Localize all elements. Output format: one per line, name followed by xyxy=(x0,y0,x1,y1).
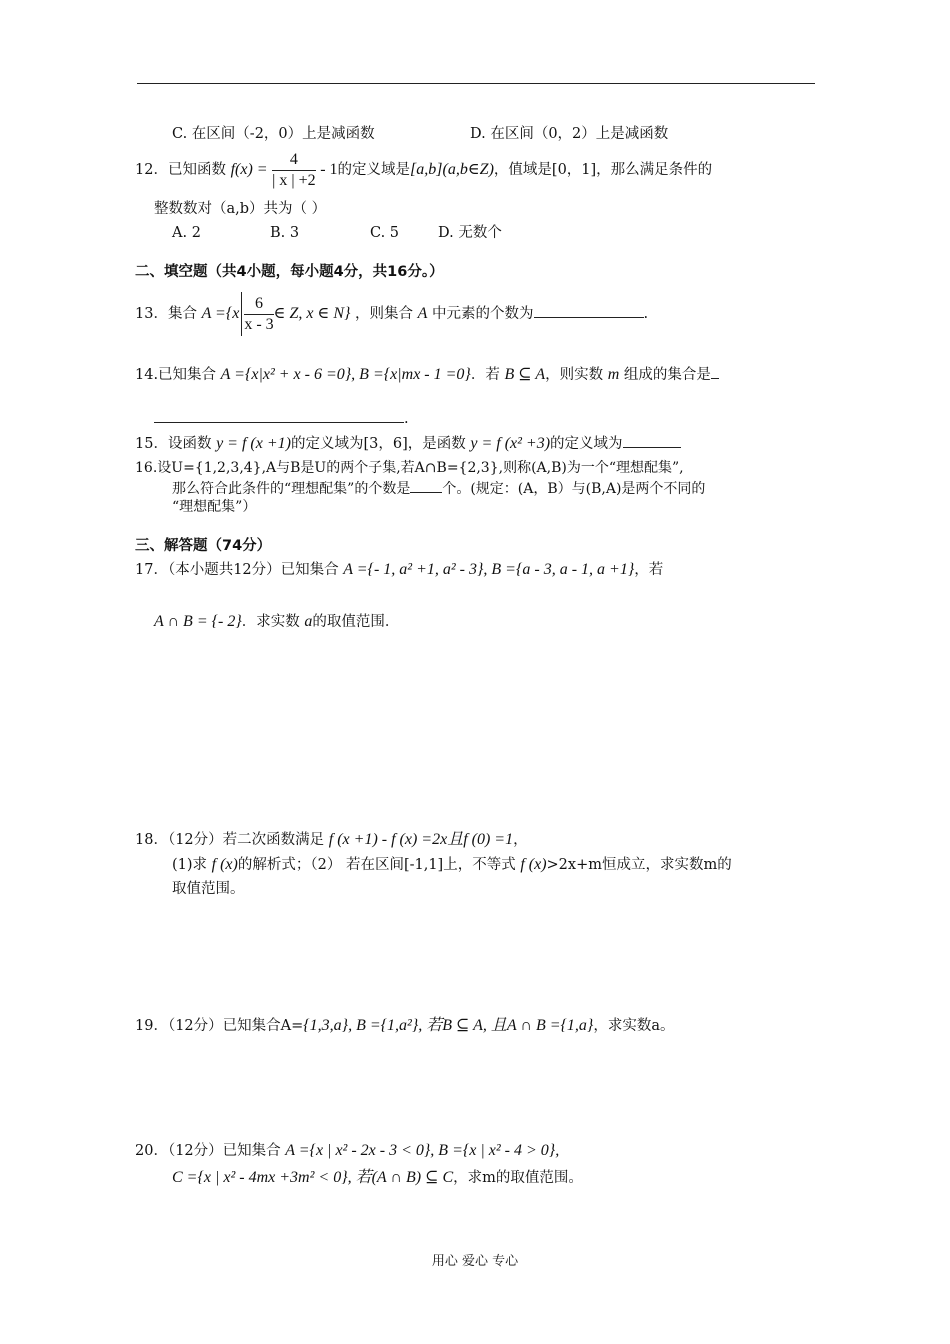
q13-set-start: A ={x xyxy=(201,305,240,322)
q13-mid: ，则集合 xyxy=(355,306,414,322)
q15-function1: y = f (x +1) xyxy=(216,435,291,452)
q17-line2-end: 的取值范围． xyxy=(312,614,400,630)
q12-line2: 整数数对（a,b）共为（ ） xyxy=(154,201,327,217)
q20-tail: ，求m的取值范围。 xyxy=(453,1170,583,1186)
q12-frac-den: | x | +2 xyxy=(272,171,316,189)
page-footer: 用心 爱心 专心 xyxy=(431,1254,519,1269)
q14-lead: 14.已知集合 xyxy=(135,367,217,383)
q13-end: . xyxy=(643,306,649,322)
q13-bar xyxy=(241,292,242,336)
q18-condition: f (x +1) - f (x) =2x且f (0) =1 xyxy=(328,831,514,848)
q18-part3: >2x+m恒成立，求实数m的 xyxy=(546,857,732,873)
q12-option-c: C. 5 xyxy=(370,225,400,241)
q13-frac-den: x - 3 xyxy=(244,315,274,333)
q18-fx-2: f (x) xyxy=(520,856,547,873)
q13-answer-blank[interactable] xyxy=(534,303,644,318)
q13-set-end: ∈ Z, x ∈ N} xyxy=(273,305,351,322)
q12-rest: ，值域是[0，1]，那么满足条件的 xyxy=(493,162,713,178)
q20-line2 xyxy=(172,1168,583,1188)
q15-lead: 15．设函数 xyxy=(135,436,212,452)
q17-sets: A ={- 1, a² +1, a² - 3}, B ={a - 3, a - 1, a +1} xyxy=(343,561,635,578)
q14-end: . xyxy=(404,411,409,427)
q14-answer-blank[interactable] xyxy=(154,408,404,423)
q12-domain-math: [a,b](a,b∈Z) xyxy=(410,161,494,178)
q12-option-d: D. 无数个 xyxy=(438,225,502,241)
q14-m: m xyxy=(607,366,620,383)
q16-line1: 16.设U={1,2,3,4},A与B是U的两个子集,若A∩B={2,3},则称(A,B)为一个“理想配集”, xyxy=(135,460,684,476)
q12-function: f(x) = xyxy=(230,161,268,178)
q15-tail: 的定义域为 xyxy=(550,436,623,452)
q18-lead: 18．（12分）若二次函数满足 xyxy=(135,832,325,848)
q12-frac-num: 4 xyxy=(272,150,315,171)
q19-sets: {1,3,a}, B ={1,a²}, 若B ⊆ A, 且A ∩ B ={1,a} xyxy=(303,1017,594,1034)
q16-line3: “理想配集”） xyxy=(172,499,257,515)
question-17 xyxy=(135,560,663,580)
q14-sets: A ={x|x² + x - 6 =0}, B ={x|mx - 1 =0} xyxy=(220,366,471,383)
q17-a: a xyxy=(304,613,313,630)
q12-minus1: - 1 xyxy=(320,161,338,178)
q20-set-c: C ={x | x² - 4mx +3m² < 0}, 若(A ∩ B) ⊆ C xyxy=(172,1169,454,1186)
question-19 xyxy=(135,1016,674,1036)
q19-lead: 19．（12分）已知集合A= xyxy=(135,1018,304,1034)
q13-A: A xyxy=(417,305,428,322)
q16-line2b: 个。(规定：(A，B）与(B,A)是两个不同的 xyxy=(442,481,706,497)
q18-fx: f (x) xyxy=(211,856,238,873)
q15-mid: 的定义域为[3，6]，是函数 xyxy=(290,436,466,452)
q18-end: ， xyxy=(513,832,528,848)
q18-line2 xyxy=(172,855,732,875)
q14-mid: ．若 xyxy=(470,367,500,383)
q20-lead: 20．（12分）已知集合 xyxy=(135,1143,281,1159)
q13-lead: 13．集合 xyxy=(135,306,197,322)
q15-answer-blank[interactable] xyxy=(623,433,681,448)
question-15 xyxy=(135,433,681,454)
q17-line2 xyxy=(154,612,399,632)
question-14 xyxy=(135,364,719,385)
q11-option-d: D. 在区间（0，2）上是减函数 xyxy=(470,126,669,142)
q14-line2 xyxy=(154,408,409,429)
question-13 xyxy=(135,292,648,336)
q17-line2-text: ．求实数 xyxy=(241,614,300,630)
q12-domain-text: 的定义域是 xyxy=(337,162,411,178)
q14-tail1: ，则实数 xyxy=(545,367,604,383)
question-12 xyxy=(135,148,712,192)
q19-tail: ，求实数a。 xyxy=(593,1018,675,1034)
section-3-heading: 三、解答题（74分） xyxy=(135,538,272,554)
q18-part1: (1)求 xyxy=(172,857,208,873)
section-2-heading: 二、填空题（共4小题，每小题4分，共16分。） xyxy=(135,264,444,280)
q17-lead: 17．（本小题共12分）已知集合 xyxy=(135,562,339,578)
q14-subset: B ⊆ A xyxy=(504,366,546,383)
q17-intersection: A ∩ B = {- 2} xyxy=(154,613,242,630)
q13-fraction xyxy=(244,294,273,335)
q17-tail: ，若 xyxy=(634,562,664,578)
q13-frac-num: 6 xyxy=(244,294,273,315)
q12-fraction xyxy=(272,150,315,191)
q14-blank-start xyxy=(711,364,719,379)
q12-option-a: A. 2 xyxy=(172,225,201,241)
question-18 xyxy=(135,830,528,850)
q11-option-c: C. 在区间（-2，0）上是减函数 xyxy=(172,126,375,142)
q14-tail2: 组成的集合是 xyxy=(623,367,711,383)
q12-lead: 12．已知函数 xyxy=(135,162,226,178)
q16-answer-blank[interactable] xyxy=(410,478,442,493)
header-rule xyxy=(137,83,815,84)
q18-part2: 的解析式；（2） 若在区间[-1,1]上，不等式 xyxy=(237,857,516,873)
question-20 xyxy=(135,1141,559,1161)
q12-option-b: B. 3 xyxy=(270,225,300,241)
q15-function2: y = f (x² +3) xyxy=(470,435,551,452)
q20-sets-ab: A ={x | x² - 2x - 3 < 0}, B ={x | x² - 4 > 0}, xyxy=(285,1142,560,1159)
q16-line2 xyxy=(172,478,705,499)
q18-line3: 取值范围。 xyxy=(172,881,245,897)
q13-tail: 中元素的个数为 xyxy=(432,306,534,322)
q16-line2a: 那么符合此条件的“理想配集”的个数是 xyxy=(172,481,411,497)
